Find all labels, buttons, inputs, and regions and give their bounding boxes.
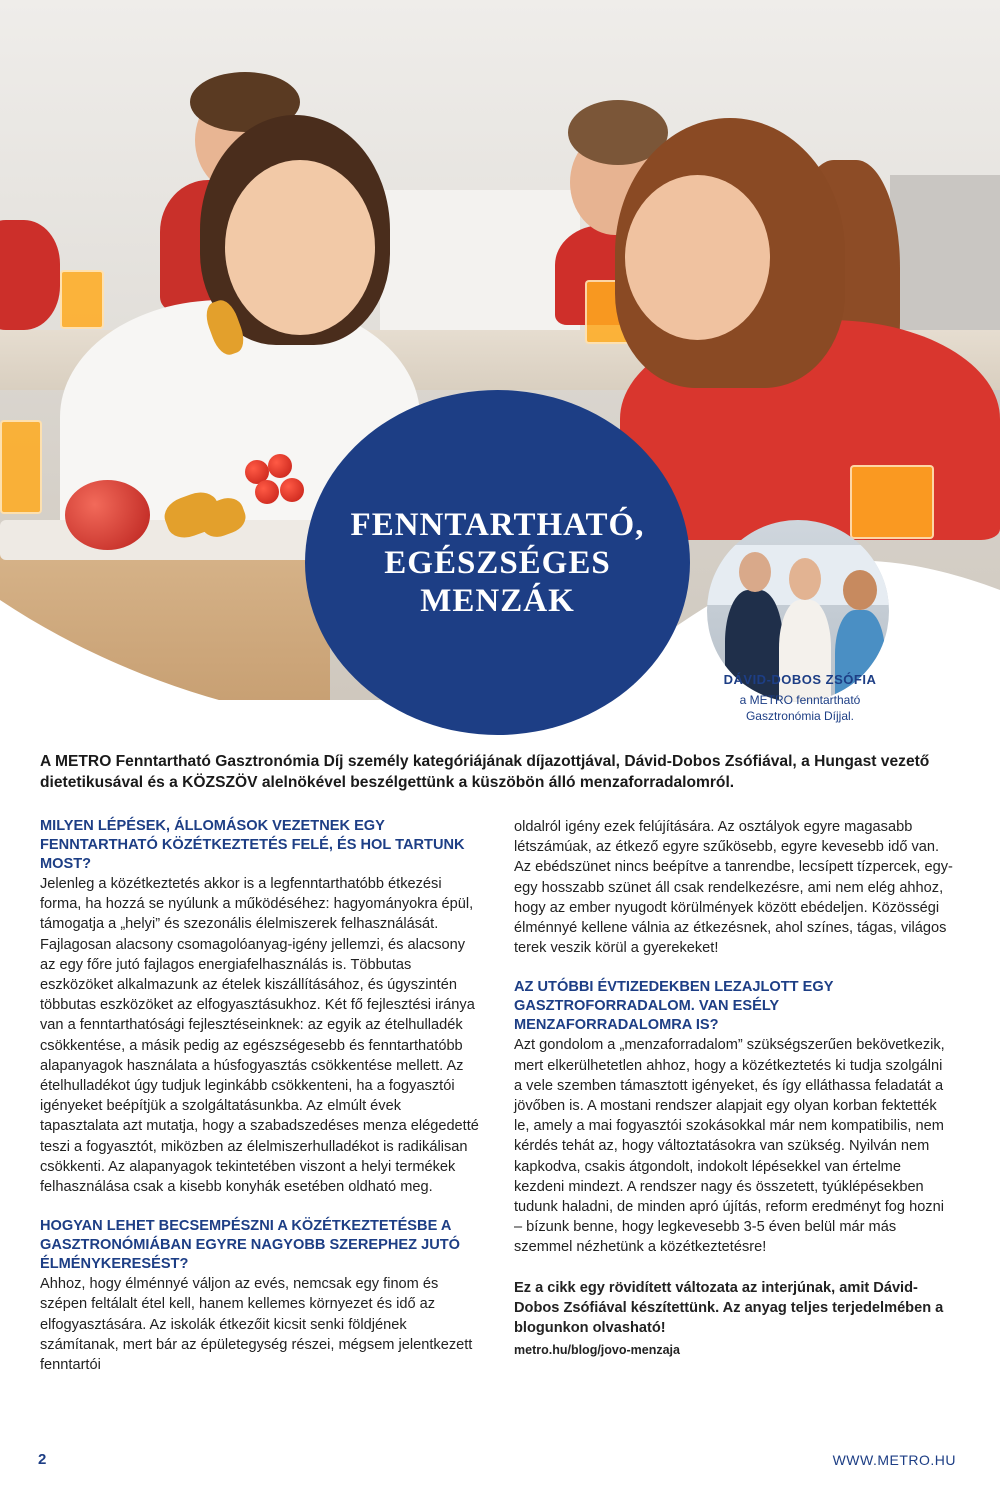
portrait-person-3 (835, 610, 885, 702)
blog-link[interactable]: metro.hu/blog/jovo-menzaja (514, 1343, 680, 1358)
lead-paragraph: A METRO Fenntartható Gasztronómia Díj személy kategóriájának díjazottjával, Dávid-Dobos Zsófiával, a Hungast vezető dietetikusával és a KÖZSZÖV alelnökével beszélgettünk a küszöbön álló menzaforradalomról. (40, 753, 930, 791)
site-url[interactable]: WWW.METRO.HU (832, 1452, 956, 1468)
page-title: FENNTARTHATÓ, EGÉSZSÉGES MENZÁK (350, 506, 645, 619)
question-1: MILYEN LÉPÉSEK, ÁLLOMÁSOK VEZETNEK EGY FENNTARTHATÓ KÖZÉTKEZTETÉS FELÉ, ÉS HOL TARTUNK MOST? (40, 818, 465, 872)
answer-1: Jelenleg a közétkeztetés akkor is a legfenntarthatóbb étkezési forma, ha hozzá se nyúlunk a működéséhez: hagyományokra épül, támogatja a „helyi” és szezonális élelmiszerek felhasználását. Fajlagosan alacsony csomagolóanyag-igény jellemzi, és alacsony az egy főre jutó fajlagos energiafelhasználás is. Többutas eszközöket alkalmazunk az ételek kiszállításához, és úgyszintén többutas eszközöket az elfogyasztásukhoz. Két fő fejlesztési iránya van a fenntarthatósági fejlesztéseinknek: az egyik az ételhulladék csökkentése, a másik pedig az egészségesebb és fenntarthatóbb alapanyagok használata a húsfogyasztás csökkentése mellett. Az ételhulladékot úgy tudjuk leginkább csökkenteni, ha a fogyasztói igényeket beépítjük a szolgáltatásunkba. Az elmúlt évek tapasztalata azt mutatja, hogy a szabadszedéses menza elégedetté teszi a fogyasztót, miközben az élelmiszerhulladékot is radikálisan csökkenti. Az alapanyagok tekintetében viszont a helyi termékek felhasználása csak a kisebb konyhák esetében oldható meg. (40, 876, 479, 1196)
page-number: 2 (38, 1451, 47, 1468)
answer-3: Azt gondolom a „menzaforradalom” szükségszerűen bekövetkezik, mert elkerülhetetlen ahhoz, hogy a közétkeztetés ki tudja szolgálni a vele szemben támasztott igényeket, és így elláthassa feladatát a jövőben is. A mostani rendszer alapjait egy olyan korban fektették le, amely a mai fogyasztói szokásokkal már nem kompatibilis, nem kérdés tehát az, hogy változtatásokra van szükség. Nyilván nem kapkodva, csakis átgondolt, indokolt lépésekkel van értelme kezdeni mindezt. A rendszer nagy és összetett, tyúklépésekben tudunk haladni, de minden apró újítás, reform eredményt fog hozni – bízunk benne, hogy legkevesebb 3-5 éven belül már más szemmel nézhetünk a közétkeztetésre! (514, 1037, 945, 1256)
column-right (514, 817, 954, 1360)
portrait-person-2-head (789, 558, 821, 600)
column-left (40, 817, 480, 1375)
answer-2-part-1: Ahhoz, hogy élménnyé váljon az evés, nemcsak egy finom és szépen feltálalt étel kell, hanem kellemes környezet és idő az elfogyasztására. Az iskolák étkezőit kicsit senki földjének számítanak, mert bár az épületegység részei, mégsem jelentkezett fenntartói (40, 1276, 473, 1374)
portrait-person-3-head (843, 570, 877, 610)
portrait-caption: a METRO fenntartható Gasztronómia Díjjal. (739, 693, 861, 723)
outro-note: Ez a cikk egy rövidített változata az interjúnak, amit Dávid-Dobos Zsófiával készítettünk. Az anyag teljes terjedelmében a blogunkon olvasható! (514, 1279, 944, 1337)
question-3: AZ UTÓBBI ÉVTIZEDEKBEN LEZAJLOTT EGY GASZTROFORRADALOM. VAN ESÉLY MENZAFORRADALOMRA IS? (514, 979, 834, 1034)
answer-2-part-2: oldalról igény ezek felújítására. Az osztályok egyre magasabb létszámúak, az étkező egyre szűkösebb, egyre kevesebb idő van. Az ebédszünet nincs beépítve a tanrendbe, lecsípett tízpercek, egy-egy hosszabb szünet áll csak rendelkezésre, ami nem elég ahhoz, hogy az ember nyugodt körülmények között ebédeljen. Közösségi élménnyé kellene válnia az étkezésnek, ahol színes, tágas, világos terek veszik körül a gyerekeket! (514, 819, 953, 957)
question-2: HOGYAN LEHET BECSEMPÉSZNI A KÖZÉTKEZTETÉSBE A GASZTRONÓMIÁBAN EGYRE NAGYOBB SZEREPHEZ JUTÓ ÉLMÉNYKERESÉST? (40, 1218, 461, 1273)
spacer (514, 958, 954, 978)
spacer (40, 1197, 480, 1217)
spacer (514, 1258, 954, 1278)
portrait-person-1-head (739, 552, 771, 592)
portrait-name: DÁVID-DOBOS ZSÓFIA (723, 672, 877, 687)
title-circle (305, 390, 690, 735)
